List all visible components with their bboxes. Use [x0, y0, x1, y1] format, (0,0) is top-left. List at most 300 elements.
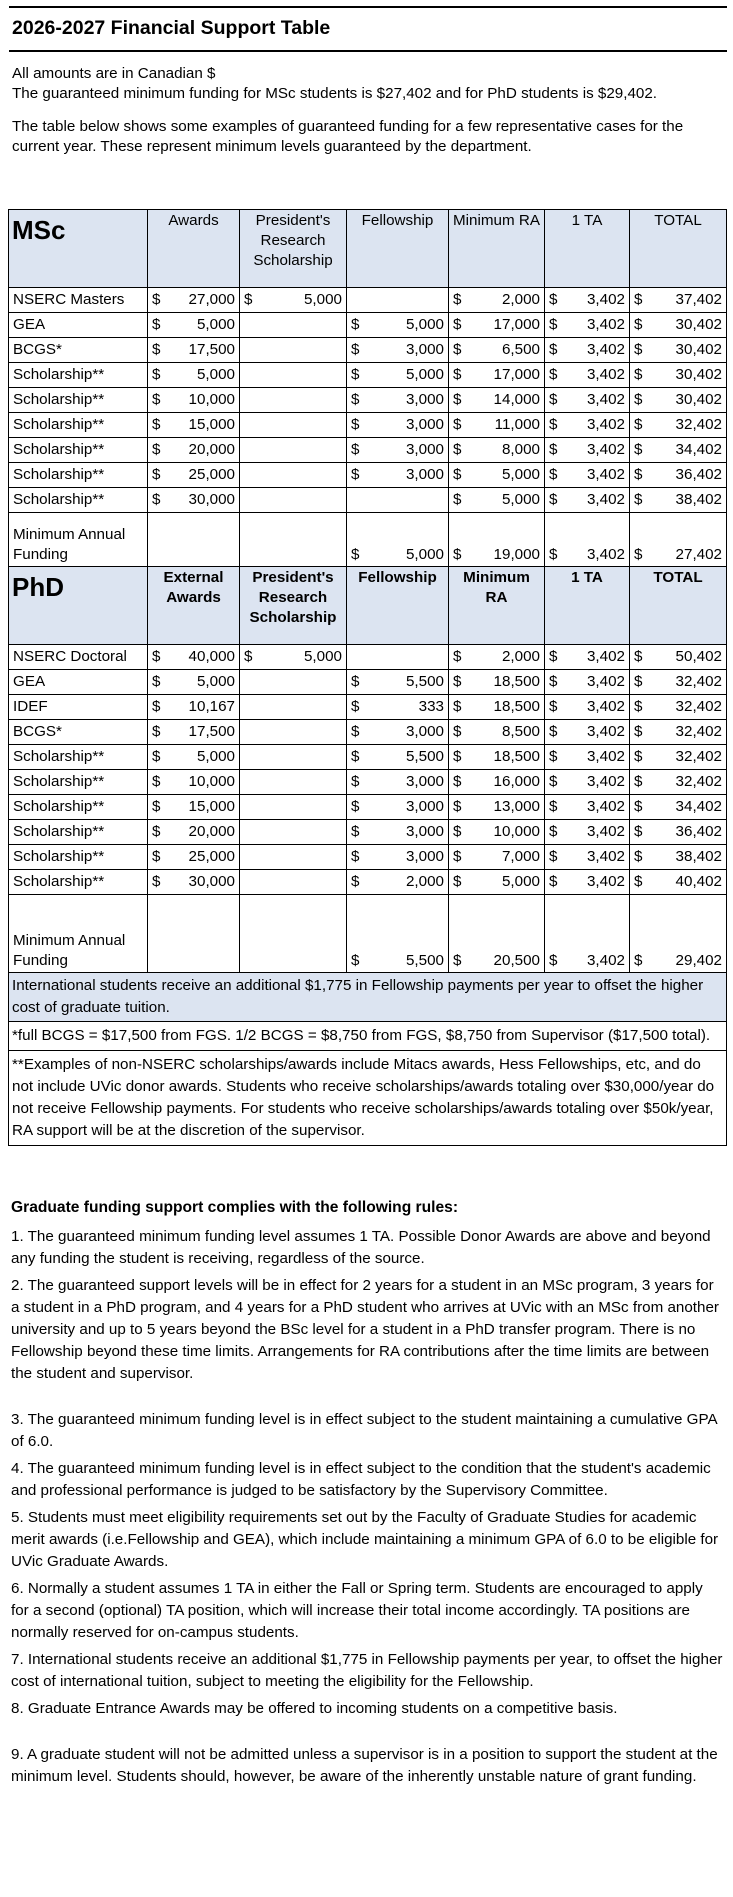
cell-ra	[449, 288, 545, 313]
currency-symbol: $	[549, 440, 558, 458]
row-label: Scholarship**	[9, 845, 148, 870]
currency-symbol: $	[152, 722, 161, 740]
cell-ra	[449, 820, 545, 845]
msc-column-header: 1 TA	[545, 210, 630, 288]
amount-value: 3,000	[405, 847, 444, 865]
cell-awards	[148, 645, 240, 670]
table-row	[9, 795, 727, 820]
currency-symbol: $	[152, 647, 161, 665]
table-row	[9, 363, 727, 388]
currency-symbol: $	[351, 772, 360, 790]
cell-total	[630, 463, 727, 488]
row-label: Scholarship**	[9, 438, 148, 463]
cell-total	[630, 363, 727, 388]
table-row	[9, 438, 727, 463]
cell-awards	[148, 795, 240, 820]
cell-prs	[240, 645, 347, 670]
amount-value: 29,402	[675, 951, 722, 969]
cell-total	[630, 745, 727, 770]
amount-value: 10,000	[188, 772, 235, 790]
amount-value: 3,402	[586, 951, 625, 969]
cell-awards	[148, 338, 240, 363]
amount-value: 3,402	[586, 797, 625, 815]
currency-symbol: $	[549, 647, 558, 665]
currency-symbol: $	[549, 365, 558, 383]
msc-column-header: Fellowship	[347, 210, 449, 288]
row-label: Scholarship**	[9, 463, 148, 488]
currency-symbol: $	[549, 465, 558, 483]
amount-value: 32,402	[675, 722, 722, 740]
currency-symbol: $	[152, 747, 161, 765]
currency-symbol: $	[351, 872, 360, 890]
amount-value: 3,402	[586, 465, 625, 483]
cell-total	[630, 720, 727, 745]
cell-prs	[240, 820, 347, 845]
cell-ta	[545, 513, 630, 567]
currency-symbol: $	[351, 722, 360, 740]
cell-fellowship	[347, 313, 449, 338]
cell-prs	[240, 895, 347, 973]
cell-awards	[148, 313, 240, 338]
currency-symbol: $	[549, 490, 558, 508]
cell-awards	[148, 895, 240, 973]
funding-table-body	[9, 210, 727, 1146]
cell-fellowship	[347, 695, 449, 720]
currency-symbol: $	[549, 315, 558, 333]
phd-section-label: PhD	[9, 567, 148, 645]
amount-value: 3,402	[586, 647, 625, 665]
rule-item: 2. The guaranteed support levels will be in effect for 2 years for a student in an MSc program, 3 years for a student in a PhD program, and 4 years for a PhD student who arrives at UVic with an MSc from another university and up to 5 years beyond the BSc level for a student in a PhD transfer program. There is no Fellowship beyond these time limits. Arrangements for RA contributions after the time limits are between the student and supervisor.	[11, 1276, 719, 1382]
amount-value: 18,500	[493, 672, 540, 690]
rules-list	[11, 1226, 724, 1789]
amount-value: 14,000	[493, 390, 540, 408]
cell-total	[630, 338, 727, 363]
table-row	[9, 388, 727, 413]
table-row	[9, 645, 727, 670]
currency-symbol: $	[351, 951, 360, 969]
currency-symbol: $	[351, 415, 360, 433]
amount-value: 17,500	[188, 340, 235, 358]
amount-value: 15,000	[188, 797, 235, 815]
amount-value: 5,000	[405, 315, 444, 333]
amount-value: 3,402	[586, 747, 625, 765]
currency-symbol: $	[453, 697, 462, 715]
currency-symbol: $	[351, 672, 360, 690]
msc-section-label: MSc	[9, 210, 148, 288]
rule-item: 3. The guaranteed minimum funding level is in effect subject to the student maintaining a cumulative GPA of 6.0.	[11, 1410, 717, 1450]
currency-symbol: $	[634, 822, 643, 840]
currency-symbol: $	[351, 747, 360, 765]
amount-value: 3,000	[405, 465, 444, 483]
amount-value: 3,402	[586, 822, 625, 840]
cell-prs	[240, 845, 347, 870]
footnote-bcgs-row	[9, 1022, 727, 1051]
cell-fellowship	[347, 795, 449, 820]
currency-symbol: $	[152, 465, 161, 483]
amount-value: 32,402	[675, 672, 722, 690]
currency-symbol: $	[351, 365, 360, 383]
cell-fellowship	[347, 720, 449, 745]
table-row	[9, 288, 727, 313]
cell-ra	[449, 870, 545, 895]
cell-total	[630, 288, 727, 313]
cell-prs	[240, 338, 347, 363]
currency-symbol: $	[634, 951, 643, 969]
cell-fellowship	[347, 338, 449, 363]
currency-symbol: $	[634, 797, 643, 815]
currency-symbol: $	[634, 340, 643, 358]
currency-symbol: $	[152, 822, 161, 840]
cell-ra	[449, 513, 545, 567]
currency-symbol: $	[634, 647, 643, 665]
footnote-bcgs: *full BCGS = $17,500 from FGS. 1/2 BCGS = $8,750 from FGS, $8,750 from Supervisor ($17,500 total).	[9, 1022, 727, 1051]
cell-total	[630, 313, 727, 338]
currency-symbol: $	[453, 465, 462, 483]
currency-symbol: $	[549, 772, 558, 790]
currency-symbol: $	[634, 672, 643, 690]
currency-symbol: $	[453, 772, 462, 790]
cell-ta	[545, 695, 630, 720]
currency-symbol: $	[549, 797, 558, 815]
phd-column-header: 1 TA	[545, 567, 630, 645]
cell-total	[630, 820, 727, 845]
amount-value: 25,000	[188, 465, 235, 483]
currency-symbol: $	[453, 290, 462, 308]
cell-total	[630, 438, 727, 463]
cell-prs	[240, 313, 347, 338]
table-row	[9, 745, 727, 770]
amount-value: 36,402	[675, 465, 722, 483]
cell-prs	[240, 720, 347, 745]
currency-symbol: $	[453, 315, 462, 333]
row-label: Minimum Annual Funding	[9, 513, 148, 567]
cell-ta	[545, 720, 630, 745]
cell-prs	[240, 695, 347, 720]
msc-header-row	[9, 210, 727, 288]
cell-prs	[240, 438, 347, 463]
amount-value: 5,000	[196, 315, 235, 333]
international-note-row	[9, 973, 727, 1022]
amount-value: 3,402	[586, 365, 625, 383]
cell-fellowship	[347, 388, 449, 413]
cell-ra	[449, 720, 545, 745]
currency-symbol: $	[634, 872, 643, 890]
cell-prs	[240, 288, 347, 313]
amount-value: 34,402	[675, 797, 722, 815]
currency-symbol: $	[244, 290, 253, 308]
amount-value: 30,000	[188, 490, 235, 508]
amount-value: 27,000	[188, 290, 235, 308]
amount-value: 5,000	[501, 490, 540, 508]
intro-minimum-funding: The guaranteed minimum funding for MSc students is $27,402 and for PhD students is $29,402.	[12, 85, 658, 103]
amount-value: 17,500	[188, 722, 235, 740]
cell-awards	[148, 388, 240, 413]
table-row	[9, 845, 727, 870]
cell-awards	[148, 670, 240, 695]
amount-value: 13,000	[493, 797, 540, 815]
amount-value: 5,000	[501, 872, 540, 890]
currency-symbol: $	[549, 847, 558, 865]
cell-ra	[449, 488, 545, 513]
row-label: Scholarship**	[9, 795, 148, 820]
currency-symbol: $	[634, 365, 643, 383]
currency-symbol: $	[152, 365, 161, 383]
currency-symbol: $	[453, 822, 462, 840]
amount-value: 5,000	[196, 365, 235, 383]
cell-awards	[148, 513, 240, 567]
amount-value: 5,000	[405, 365, 444, 383]
currency-symbol: $	[453, 490, 462, 508]
cell-awards	[148, 745, 240, 770]
currency-symbol: $	[351, 822, 360, 840]
currency-symbol: $	[453, 872, 462, 890]
amount-value: 3,000	[405, 772, 444, 790]
funding-rules	[11, 1197, 724, 1793]
amount-value: 3,402	[586, 415, 625, 433]
amount-value: 5,000	[196, 747, 235, 765]
cell-prs	[240, 745, 347, 770]
currency-symbol: $	[634, 465, 643, 483]
cell-ra	[449, 695, 545, 720]
amount-value: 3,000	[405, 340, 444, 358]
currency-symbol: $	[351, 797, 360, 815]
cell-awards	[148, 488, 240, 513]
amount-value: 32,402	[675, 415, 722, 433]
table-row	[9, 670, 727, 695]
row-label: IDEF	[9, 695, 148, 720]
table-row	[9, 313, 727, 338]
cell-ra	[449, 770, 545, 795]
currency-symbol: $	[453, 747, 462, 765]
cell-ta	[545, 895, 630, 973]
cell-ta	[545, 313, 630, 338]
currency-symbol: $	[549, 340, 558, 358]
cell-fellowship	[347, 845, 449, 870]
cell-ta	[545, 338, 630, 363]
rule-item: 1. The guaranteed minimum funding level assumes 1 TA. Possible Donor Awards are above and beyond any funding the student is receiving, regardless of the source.	[11, 1227, 711, 1267]
currency-symbol: $	[634, 722, 643, 740]
cell-total	[630, 695, 727, 720]
table-row	[9, 488, 727, 513]
row-label: NSERC Masters	[9, 288, 148, 313]
amount-value: 11,000	[494, 415, 540, 433]
table-row	[9, 695, 727, 720]
cell-ta	[545, 770, 630, 795]
row-label: GEA	[9, 670, 148, 695]
cell-ta	[545, 438, 630, 463]
row-label: NSERC Doctoral	[9, 645, 148, 670]
cell-ta	[545, 645, 630, 670]
cell-awards	[148, 438, 240, 463]
cell-fellowship	[347, 363, 449, 388]
currency-symbol: $	[152, 772, 161, 790]
cell-ra	[449, 845, 545, 870]
currency-symbol: $	[152, 847, 161, 865]
amount-value: 3,402	[586, 722, 625, 740]
amount-value: 30,402	[675, 315, 722, 333]
amount-value: 5,500	[405, 747, 444, 765]
cell-awards	[148, 845, 240, 870]
amount-value: 25,000	[188, 847, 235, 865]
amount-value: 15,000	[188, 415, 235, 433]
currency-symbol: $	[549, 672, 558, 690]
msc-column-header: Minimum RA	[449, 210, 545, 288]
cell-total	[630, 870, 727, 895]
cell-ta	[545, 745, 630, 770]
currency-symbol: $	[351, 847, 360, 865]
cell-ta	[545, 845, 630, 870]
amount-value: 2,000	[405, 872, 444, 890]
cell-total	[630, 770, 727, 795]
amount-value: 8,500	[501, 722, 540, 740]
cell-ra	[449, 388, 545, 413]
rule-item: 7. International students receive an additional $1,775 in Fellowship payments per year, to offset the higher cost of international tuition, subject to meeting the eligibility for the Fellowship.	[11, 1651, 723, 1691]
amount-value: 32,402	[675, 697, 722, 715]
amount-value: 17,000	[493, 315, 540, 333]
row-label: Minimum Annual Funding	[9, 895, 148, 973]
currency-symbol: $	[152, 697, 161, 715]
cell-ta	[545, 670, 630, 695]
table-row	[9, 463, 727, 488]
phd-column-header: TOTAL	[630, 567, 727, 645]
cell-fellowship	[347, 488, 449, 513]
cell-total	[630, 670, 727, 695]
row-label: Scholarship**	[9, 413, 148, 438]
currency-symbol: $	[152, 390, 161, 408]
currency-symbol: $	[634, 697, 643, 715]
cell-prs	[240, 795, 347, 820]
amount-value: 34,402	[675, 440, 722, 458]
currency-symbol: $	[549, 697, 558, 715]
amount-value: 38,402	[675, 847, 722, 865]
cell-fellowship	[347, 870, 449, 895]
amount-value: 3,402	[586, 290, 625, 308]
table-row	[9, 513, 727, 567]
currency-symbol: $	[152, 340, 161, 358]
currency-symbol: $	[549, 545, 558, 563]
currency-symbol: $	[634, 747, 643, 765]
cell-fellowship	[347, 645, 449, 670]
amount-value: 40,000	[188, 647, 235, 665]
amount-value: 3,402	[586, 697, 625, 715]
title-rule-bottom	[9, 50, 727, 52]
amount-value: 32,402	[675, 747, 722, 765]
cell-ra	[449, 438, 545, 463]
table-row	[9, 770, 727, 795]
rule-item: 9. A graduate student will not be admitted unless a supervisor is in a position to support the student at the minimum level. Students should, however, be aware of the inherently unstable nature of grant funding.	[11, 1746, 718, 1786]
footnote-scholarships: **Examples of non-NSERC scholarships/awards include Mitacs awards, Hess Fellowships, etc, and do not include UVic donor awards. Students who receive scholarships/awards totaling over $30,000/year do not receive Fellowship payments. For students who receive scholarships/awards totaling over $50k/year, RA support will be at the discretion of the supervisor.	[9, 1051, 727, 1146]
cell-prs	[240, 413, 347, 438]
amount-value: 3,000	[405, 415, 444, 433]
currency-symbol: $	[634, 415, 643, 433]
table-row	[9, 895, 727, 973]
currency-symbol: $	[351, 545, 360, 563]
amount-value: 5,000	[405, 545, 444, 563]
currency-symbol: $	[634, 440, 643, 458]
amount-value: 20,500	[493, 951, 540, 969]
amount-value: 38,402	[675, 490, 722, 508]
cell-prs	[240, 488, 347, 513]
amount-value: 2,000	[501, 647, 540, 665]
currency-symbol: $	[634, 545, 643, 563]
cell-ra	[449, 313, 545, 338]
intro-currency-note: All amounts are in Canadian $	[12, 65, 216, 82]
row-label: GEA	[9, 313, 148, 338]
phd-column-header: President's Research Scholarship	[240, 567, 347, 645]
amount-value: 3,402	[586, 872, 625, 890]
cell-ta	[545, 820, 630, 845]
cell-awards	[148, 363, 240, 388]
cell-awards	[148, 288, 240, 313]
currency-symbol: $	[453, 951, 462, 969]
msc-column-header: TOTAL	[630, 210, 727, 288]
amount-value: 3,000	[405, 797, 444, 815]
table-row	[9, 820, 727, 845]
cell-fellowship	[347, 745, 449, 770]
amount-value: 3,000	[405, 722, 444, 740]
currency-symbol: $	[351, 340, 360, 358]
cell-awards	[148, 413, 240, 438]
amount-value: 19,000	[493, 545, 540, 563]
cell-ta	[545, 413, 630, 438]
amount-value: 3,402	[586, 847, 625, 865]
currency-symbol: $	[549, 415, 558, 433]
amount-value: 18,500	[493, 697, 540, 715]
amount-value: 2,000	[501, 290, 540, 308]
amount-value: 7,000	[501, 847, 540, 865]
amount-value: 3,000	[405, 822, 444, 840]
currency-symbol: $	[152, 290, 161, 308]
currency-symbol: $	[351, 440, 360, 458]
row-label: Scholarship**	[9, 745, 148, 770]
amount-value: 27,402	[675, 545, 722, 563]
cell-fellowship	[347, 288, 449, 313]
rule-item: 8. Graduate Entrance Awards may be offered to incoming students on a competitive basis.	[11, 1700, 618, 1718]
currency-symbol: $	[351, 697, 360, 715]
cell-fellowship	[347, 895, 449, 973]
currency-symbol: $	[453, 647, 462, 665]
cell-ra	[449, 413, 545, 438]
amount-value: 333	[418, 697, 444, 715]
cell-prs	[240, 513, 347, 567]
cell-total	[630, 413, 727, 438]
cell-total	[630, 388, 727, 413]
amount-value: 3,402	[586, 672, 625, 690]
row-label: BCGS*	[9, 338, 148, 363]
currency-symbol: $	[244, 647, 253, 665]
currency-symbol: $	[549, 290, 558, 308]
cell-prs	[240, 388, 347, 413]
row-label: Scholarship**	[9, 388, 148, 413]
amount-value: 8,000	[501, 440, 540, 458]
amount-value: 5,000	[303, 290, 342, 308]
amount-value: 32,402	[675, 772, 722, 790]
currency-symbol: $	[634, 772, 643, 790]
amount-value: 3,000	[405, 390, 444, 408]
table-row	[9, 338, 727, 363]
table-row	[9, 720, 727, 745]
msc-column-header: President's Research Scholarship	[240, 210, 347, 288]
currency-symbol: $	[453, 545, 462, 563]
cell-ta	[545, 363, 630, 388]
currency-symbol: $	[453, 797, 462, 815]
cell-awards	[148, 770, 240, 795]
cell-fellowship	[347, 770, 449, 795]
currency-symbol: $	[549, 722, 558, 740]
amount-value: 37,402	[675, 290, 722, 308]
currency-symbol: $	[453, 365, 462, 383]
amount-value: 40,402	[675, 872, 722, 890]
